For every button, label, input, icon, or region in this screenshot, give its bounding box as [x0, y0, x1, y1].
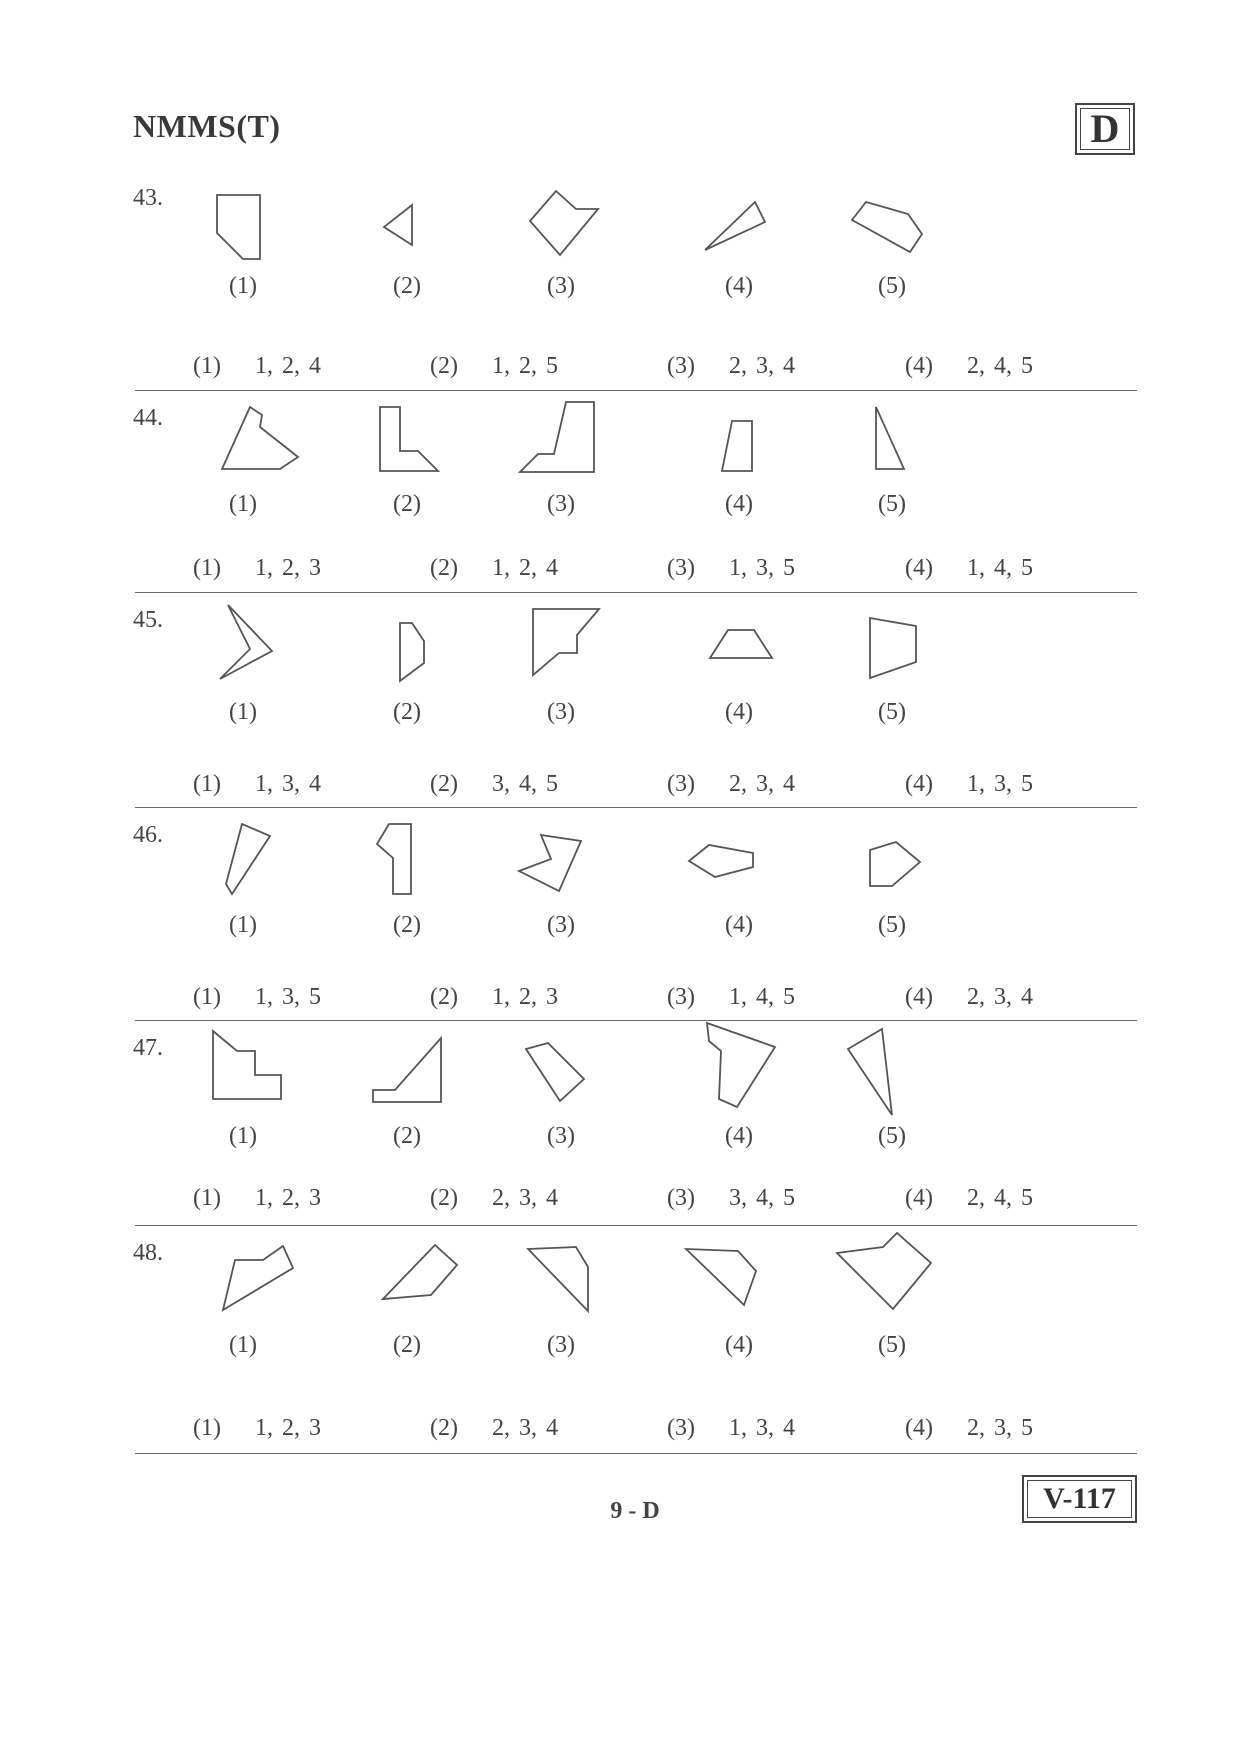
option-number[interactable]: (1): [193, 771, 221, 797]
option-number[interactable]: (1): [193, 1185, 221, 1211]
figure-shape: [517, 833, 585, 895]
question-number: 44.: [133, 405, 163, 431]
option-value[interactable]: 2, 3, 4: [729, 771, 795, 797]
option-number[interactable]: (3): [667, 555, 695, 581]
figure-label: (3): [547, 699, 575, 725]
figure-shape: [382, 203, 417, 248]
figure-label: (1): [229, 699, 257, 725]
figure-shape: [868, 616, 920, 681]
figure-shape: [220, 405, 302, 470]
option-value[interactable]: 1, 3, 4: [729, 1415, 795, 1441]
divider: [135, 592, 1137, 593]
option-value[interactable]: 1, 2, 4: [492, 555, 558, 581]
option-number[interactable]: (3): [667, 771, 695, 797]
option-number[interactable]: (4): [905, 1185, 933, 1211]
figure-shape: [703, 200, 768, 255]
option-value[interactable]: 2, 3, 4: [492, 1185, 558, 1211]
option-number[interactable]: (3): [667, 353, 695, 379]
question-number: 43.: [133, 185, 163, 211]
figure-label: (4): [725, 912, 753, 938]
option-value[interactable]: 3, 4, 5: [729, 1185, 795, 1211]
option-number[interactable]: (1): [193, 555, 221, 581]
option-number[interactable]: (4): [905, 1415, 933, 1441]
option-value[interactable]: 3, 4, 5: [492, 771, 558, 797]
figure-label: (3): [547, 912, 575, 938]
option-value[interactable]: 1, 3, 4: [255, 771, 321, 797]
figure-label: (5): [878, 699, 906, 725]
figure-shape: [720, 419, 755, 474]
figure-label: (4): [725, 699, 753, 725]
figure-label: (1): [229, 912, 257, 938]
figure-shape: [531, 607, 603, 679]
figure-shape: [524, 1041, 586, 1103]
figure-label: (4): [725, 1123, 753, 1149]
option-value[interactable]: 1, 2, 3: [255, 1415, 321, 1441]
figure-shape: [211, 1029, 283, 1101]
paper-title: NMMS(T): [133, 108, 281, 144]
figure-label: (3): [547, 1332, 575, 1358]
option-number[interactable]: (2): [430, 353, 458, 379]
figure-shape: [215, 193, 265, 263]
figure-label: (5): [878, 1123, 906, 1149]
option-value[interactable]: 1, 3, 5: [255, 984, 321, 1010]
divider: [135, 390, 1137, 391]
series-letter: D: [1080, 108, 1130, 150]
figure-label: (2): [393, 912, 421, 938]
option-value[interactable]: 1, 3, 5: [967, 771, 1033, 797]
figure-label: (2): [393, 273, 421, 299]
option-value[interactable]: 1, 2, 3: [255, 1185, 321, 1211]
figure-label: (5): [878, 491, 906, 517]
figure-shape: [378, 405, 443, 475]
option-value[interactable]: 1, 4, 5: [729, 984, 795, 1010]
figure-shape: [687, 843, 757, 881]
figure-label: (4): [725, 1332, 753, 1358]
option-value[interactable]: 1, 2, 3: [255, 555, 321, 581]
figure-label: (1): [229, 273, 257, 299]
figure-label: (1): [229, 1332, 257, 1358]
option-value[interactable]: 1, 3, 5: [729, 555, 795, 581]
option-number[interactable]: (4): [905, 771, 933, 797]
figure-label: (2): [393, 1332, 421, 1358]
divider: [135, 1020, 1137, 1021]
option-value[interactable]: 1, 2, 3: [492, 984, 558, 1010]
option-number[interactable]: (2): [430, 1415, 458, 1441]
option-value[interactable]: 1, 2, 4: [255, 353, 321, 379]
figure-shape: [224, 822, 274, 897]
option-value[interactable]: 1, 2, 5: [492, 353, 558, 379]
figure-label: (5): [878, 1332, 906, 1358]
paper-code-box: [1022, 1475, 1137, 1523]
option-value[interactable]: 2, 4, 5: [967, 353, 1033, 379]
figure-label: (3): [547, 491, 575, 517]
option-number[interactable]: (3): [667, 1415, 695, 1441]
question-number: 46.: [133, 822, 163, 848]
option-number[interactable]: (1): [193, 353, 221, 379]
figure-shape: [708, 628, 776, 662]
figure-shape: [528, 189, 608, 259]
figure-label: (4): [725, 491, 753, 517]
paper-code: V-117: [1027, 1480, 1132, 1518]
option-number[interactable]: (2): [430, 1185, 458, 1211]
option-number[interactable]: (4): [905, 984, 933, 1010]
option-number[interactable]: (1): [193, 1415, 221, 1441]
option-number[interactable]: (2): [430, 555, 458, 581]
option-value[interactable]: 1, 4, 5: [967, 555, 1033, 581]
figure-shape: [221, 1244, 296, 1314]
option-number[interactable]: (2): [430, 984, 458, 1010]
figure-label: (2): [393, 491, 421, 517]
question-number: 48.: [133, 1240, 163, 1266]
divider: [135, 1453, 1137, 1454]
figure-label: (5): [878, 273, 906, 299]
figure-shape: [381, 1243, 461, 1303]
figure-label: (5): [878, 912, 906, 938]
figure-label: (4): [725, 273, 753, 299]
divider: [135, 1225, 1137, 1226]
figure-shape: [874, 405, 909, 470]
divider: [135, 807, 1137, 808]
figure-shape: [850, 200, 925, 255]
figure-shape: [218, 603, 276, 683]
option-number[interactable]: (4): [905, 353, 933, 379]
series-box: [1075, 103, 1135, 155]
figure-label: (3): [547, 273, 575, 299]
figure-shape: [398, 621, 428, 683]
option-value[interactable]: 2, 4, 5: [967, 1185, 1033, 1211]
figure-label: (2): [393, 699, 421, 725]
option-value[interactable]: 2, 3, 4: [492, 1415, 558, 1441]
figure-shape: [684, 1247, 760, 1309]
figure-shape: [518, 400, 598, 475]
figure-shape: [371, 1036, 443, 1104]
option-number[interactable]: (1): [193, 984, 221, 1010]
figure-shape: [705, 1021, 780, 1109]
option-number[interactable]: (3): [667, 984, 695, 1010]
figure-shape: [868, 840, 923, 890]
option-value[interactable]: 2, 3, 5: [967, 1415, 1033, 1441]
figure-label: (1): [229, 491, 257, 517]
figure-shape: [835, 1231, 933, 1313]
figure-shape: [375, 822, 415, 897]
option-number[interactable]: (2): [430, 771, 458, 797]
question-number: 47.: [133, 1035, 163, 1061]
page-number: 9 - D: [610, 1498, 660, 1524]
figure-label: (2): [393, 1123, 421, 1149]
figure-label: (3): [547, 1123, 575, 1149]
question-number: 45.: [133, 607, 163, 633]
option-value[interactable]: 2, 3, 4: [967, 984, 1033, 1010]
figure-shape: [526, 1245, 594, 1313]
option-number[interactable]: (3): [667, 1185, 695, 1211]
figure-shape: [846, 1027, 896, 1117]
figure-label: (1): [229, 1123, 257, 1149]
option-value[interactable]: 2, 3, 4: [729, 353, 795, 379]
option-number[interactable]: (4): [905, 555, 933, 581]
